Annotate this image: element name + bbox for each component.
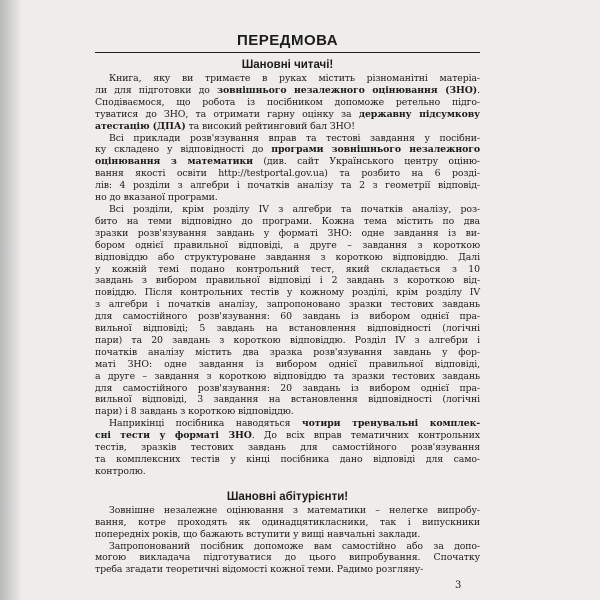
text-line: попередніх років, що бажають вступити у вищі навчальні заклади.	[95, 528, 421, 540]
paragraph-6	[95, 541, 480, 577]
title-rule	[95, 52, 480, 53]
text-line: відповіддю або структуроване завдання з короткою відповіддю. Далі	[95, 251, 480, 263]
page-content	[95, 28, 480, 576]
text-line: Сподіваємося, що робота із посібником допоможе ретельно підго-	[95, 96, 480, 108]
text-line: сні тести у форматі ЗНО. До всіх вправ тематичних контрольних	[95, 430, 480, 442]
heading-applicants: Шановні абітурієнти!	[226, 490, 349, 503]
page-title: ПЕРЕДМОВА	[236, 32, 339, 49]
text-line: Запропонований посібник допоможе вам самостійно або за допо-	[109, 540, 480, 552]
text-line: та комплексних тестів у кінці посібника дано відповіді для само-	[95, 454, 480, 465]
text-line: Всі розділи, крім розділу IV з алгебри та початків аналізу, роз-	[109, 203, 480, 215]
text-line: туватися до ЗНО, та отримати гарну оцінку за державну підсумкову	[95, 108, 480, 120]
text-line: повіддю. Після контрольних тестів у кожному розділі, крім розділу IV	[95, 287, 480, 299]
text-line: вання якості освіти http://testportal.gov.ua) та розбито на 6 розді-	[95, 168, 480, 180]
text-line: ку складено у відповідності до програми зовнішнього незалежного	[95, 144, 480, 156]
text-line: пари) і 8 завдань з короткою відповіддю.	[95, 406, 294, 418]
text-line: атестацію (ДПА) та високий рейтинговий бал ЗНО!	[95, 120, 355, 132]
page-number: 3	[455, 580, 462, 591]
text-line: для самостійного розв'язування: 60 завдань із вибором однієї пра-	[95, 311, 480, 323]
text-line: маті ЗНО: одне завдання із вибором однієї правильної відповіді,	[95, 358, 480, 370]
heading-readers: Шановні читачі!	[241, 59, 334, 71]
text-line: вання, котре проходять як одинадцятикласники, так і випускники	[95, 516, 480, 528]
text-line: завдань з вибором правильної відповіді і 2 завдань з короткою від-	[95, 275, 480, 287]
text-line: у кожній темі подано контрольний тест, який складається з 10	[95, 263, 480, 275]
text-line: для самостійного розв'язування: 20 завдань із вибором однієї пра-	[95, 382, 480, 394]
text-line: а друге – завдання з короткою відповіддю та зразки тестових завдань	[95, 370, 480, 382]
text-line: треба згадати теоретичні відомості кожної теми. Радимо розгляну-	[95, 564, 424, 576]
text-line: тестів, зразків тестових завдань для самостійного розв'язування	[95, 442, 480, 454]
paragraph-1	[95, 73, 480, 133]
paragraph-2	[95, 133, 480, 204]
text-line: бором однієї правильної відповіді, а друге – завдання з короткою	[95, 239, 480, 251]
text-line: початків аналізу містить два зразка розв'язування завдань у фор-	[95, 346, 480, 358]
text-line: Наприкінці посібника наводяться чотири тренувальні комплек-	[109, 418, 481, 430]
paragraph-4	[95, 418, 480, 478]
text-line: ли для підготовки до зовнішнього незалежного оцінювання (ЗНО).	[95, 84, 480, 96]
text-line: зразки розв'язування завдань у форматі ЗНО: одне завдання із ви-	[95, 227, 480, 239]
text-line: пари) та 20 завдань з короткою відповіддю. Розділ IV з алгебри і	[95, 334, 480, 346]
page-gutter-shadow	[0, 0, 22, 600]
text-line: Книга, яку ви тримаєте в руках містить різноманітні матеріа-	[109, 73, 480, 84]
paragraph-5	[95, 505, 480, 541]
text-line: оцінювання з математики (див. сайт Українського центру оціню-	[95, 156, 480, 168]
text-line: контролю.	[95, 465, 146, 477]
text-line: Всі приклади розв'язування вправ та тестові завдання у посібни-	[109, 132, 480, 144]
text-line: лів: 4 розділи з алгебри і початків аналізу та 2 з геометрії відповід-	[95, 180, 480, 192]
text-line: бито на теми відповідно до програми. Кожна тема містить по два	[95, 215, 480, 227]
text-line: з алгебри і початків аналізу, запропоновано зразки тестових завдань	[95, 299, 480, 311]
text-line: но до вказаної програми.	[95, 192, 218, 204]
text-line: вильної відповіді; 5 завдань на встановлення відповідності (логічні	[95, 323, 480, 335]
text-line: вильної відповіді, 3 завдання на встановлення відповідності (логічні	[95, 394, 480, 406]
text-line: Зовнішне незалежне оцінювання з математики – нелегке випробу-	[109, 504, 480, 516]
paragraph-3	[95, 204, 480, 418]
text-line: могою викладача підготуватися до цього випробування. Спочатку	[95, 552, 480, 564]
